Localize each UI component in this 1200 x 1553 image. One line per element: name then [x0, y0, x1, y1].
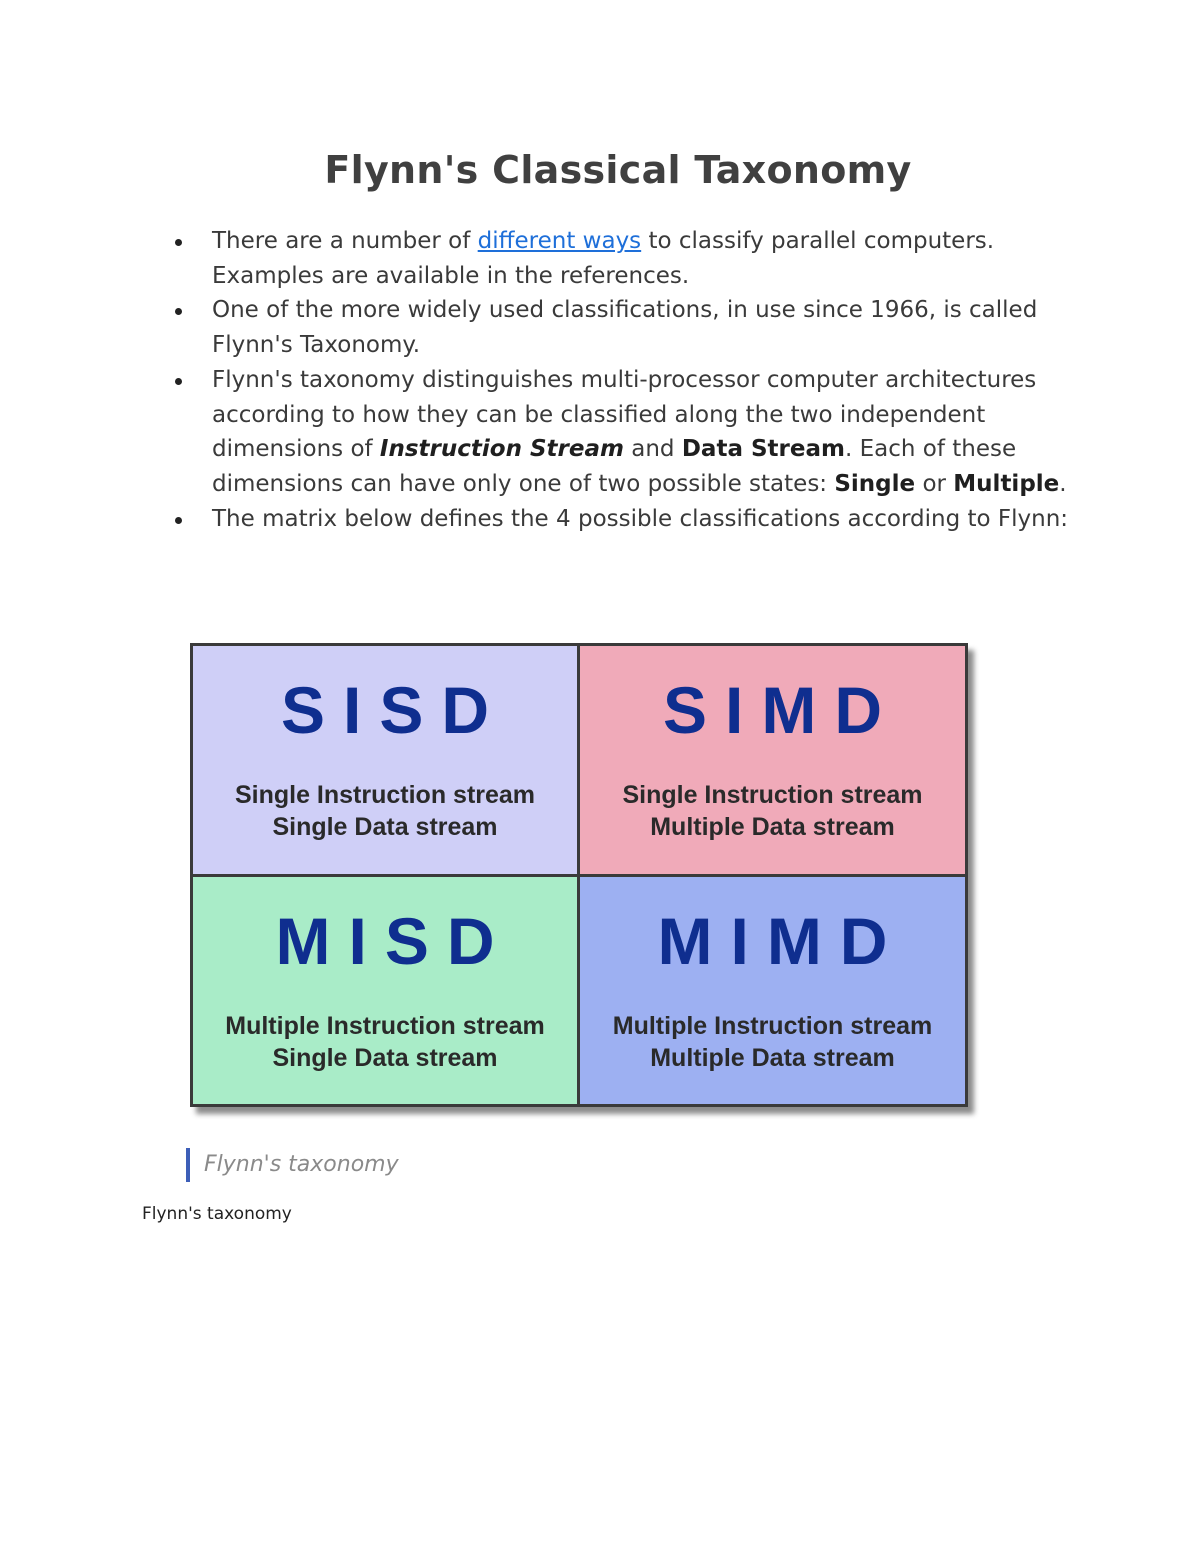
list-item [170, 363, 1070, 502]
bullet-dot [175, 239, 182, 246]
cell-abbr-simd: SIMD [663, 673, 900, 747]
page-title: Flynn's Classical Taxonomy [324, 148, 912, 192]
bullet-3-mid2: . Each of these dimensions can have only one of two possible states: [212, 436, 1017, 497]
image-caption: Flynn's taxonomy [204, 1152, 399, 1177]
cell-line: Multiple Data stream [650, 813, 895, 841]
bullet-1-pre: There are a number of [212, 228, 478, 254]
state-multiple: Multiple [953, 470, 1060, 497]
bullet-dot [175, 378, 182, 385]
cell-desc-simd [580, 779, 965, 843]
bullet-3-mid1: and [623, 436, 682, 463]
cell-desc-misd [193, 1010, 577, 1074]
cell-line: Single Data stream [272, 813, 498, 841]
cell-desc-sisd [193, 779, 577, 843]
cell-desc-mimd [580, 1010, 965, 1074]
cell-line: Single Data stream [272, 1044, 498, 1072]
bullet-1-post: to classify parallel computers. Examples are available in the references. [212, 228, 995, 289]
cell-abbr-mimd: MIMD [657, 904, 906, 978]
bullet-3-mid3: or [915, 470, 954, 497]
term-data-stream: Data Stream [681, 436, 845, 463]
bullet-list [170, 224, 1070, 536]
figure-caption: Flynn's taxonomy [142, 1204, 292, 1224]
bullet-3-post: . [1059, 470, 1067, 497]
list-item [170, 502, 1070, 537]
cell-abbr-sisd: SISD [280, 673, 508, 747]
flynn-matrix [190, 643, 968, 1107]
matrix-cell-misd [193, 877, 577, 1104]
bullet-4-text: The matrix below defines the 4 possible classifications according to Flynn: [212, 505, 1069, 532]
term-instruction-stream: Instruction Stream [379, 436, 624, 463]
bullet-3-pre: Flynn's taxonomy distinguishes multi-processor computer architectures according to how they can be classified along the two independent dimensions of [212, 366, 1037, 463]
bullet-dot [175, 517, 182, 524]
cell-line: Multiple Instruction stream [612, 1012, 933, 1040]
list-item [170, 293, 1070, 362]
different-ways-link[interactable]: different ways [477, 228, 642, 254]
bullet-dot [175, 308, 182, 315]
state-single: Single [834, 470, 916, 497]
cell-line: Single Instruction stream [622, 781, 923, 809]
matrix-cell-mimd [580, 877, 965, 1104]
cell-abbr-misd: MISD [275, 904, 513, 978]
matrix-cell-simd [580, 646, 965, 874]
cell-line: Single Instruction stream [234, 781, 536, 809]
cell-line: Multiple Instruction stream [225, 1012, 545, 1040]
cell-line: Multiple Data stream [650, 1044, 895, 1072]
matrix-cell-sisd [193, 646, 577, 874]
bullet-2-text: One of the more widely used classifications, in use since 1966, is called Flynn's Taxonomy. [212, 297, 1038, 359]
list-item [170, 224, 1070, 293]
caption-accent-bar [186, 1148, 190, 1182]
